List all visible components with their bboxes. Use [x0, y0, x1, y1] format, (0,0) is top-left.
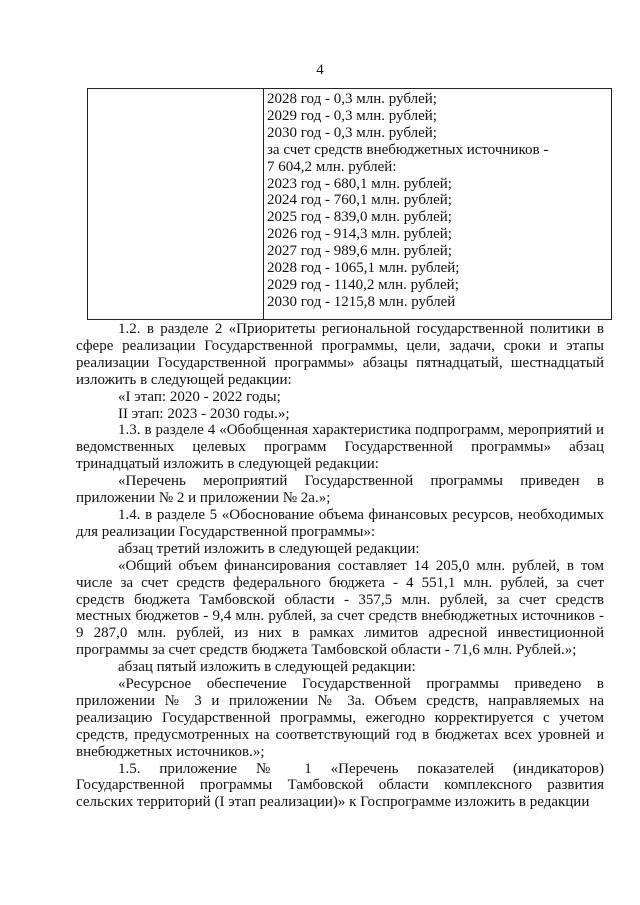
- table-line: 7 604,2 млн. рублей:: [267, 158, 397, 175]
- table-line: 2025 год - 839,0 млн. рублей;: [267, 209, 452, 226]
- paragraph-fifth-abzac: абзац пятый изложить в следующей редакции:: [118, 659, 416, 676]
- paragraph-stage-2: II этап: 2023 - 2030 годы.»;: [118, 405, 290, 422]
- paragraph-resource-support: «Ресурсное обеспечение Государственной программы приведено в приложении № 3 и приложении № 3а. Объем средств, направляемых на реализацию Государственной программы, ежегодно корректируется с учетом средств, предусмотренных на соответствующий год в бюджетах всех уровней и внебюджетных источников.»;: [76, 676, 604, 760]
- table-line: 2024 год - 760,1 млн. рублей;: [267, 192, 452, 209]
- financing-table: [87, 88, 612, 320]
- table-line: 2030 год - 0,3 млн. рублей;: [267, 124, 437, 141]
- paragraph-1-2: 1.2. в разделе 2 «Приоритеты региональной государственной политики в сфере реализации Государственной программы, цели, задачи, сроки и этапы реализации Государственной программы» абзацы пятнадцатый, шестнадцатый изложить в следующей редакции:: [76, 321, 604, 388]
- table-left-cell: [88, 89, 264, 319]
- paragraph-1-4: 1.4. в разделе 5 «Обоснование объема финансовых ресурсов, необходимых для реализации Государственной программы»:: [76, 506, 604, 540]
- table-line: за счет средств внебюджетных источников -: [267, 141, 549, 158]
- paragraph-list-measures: «Перечень мероприятий Государственной программы приведен в приложении № 2 и приложении № 2а.»;: [76, 473, 604, 507]
- table-line: 2028 год - 0,3 млн. рублей;: [267, 91, 437, 107]
- table-line: 2030 год - 1215,8 млн. рублей: [267, 293, 456, 310]
- paragraph-third-abzac: абзац третий изложить в следующей редакции:: [118, 540, 420, 557]
- table-line: 2023 год - 680,1 млн. рублей;: [267, 175, 452, 192]
- table-line: 2029 год - 0,3 млн. рублей;: [267, 107, 437, 124]
- paragraph-1-5: 1.5. приложение № 1 «Перечень показателей (индикаторов) Государственной программы Тамбовской области комплексного развития сельских территорий (I этап реализации)» к Госпрограмме изложить в редакции: [76, 760, 604, 811]
- table-line: 2029 год - 1140,2 млн. рублей;: [267, 276, 459, 293]
- paragraph-total-financing: «Общий объем финансирования составляет 14 205,0 млн. рублей, в том числе за счет средств федерального бюджета - 4 551,1 млн. рублей, за счет средств бюджета Тамбовской области - 357,5 млн. рублей, за счет средств местных бюджетов - 9,4 млн. рублей, за счет средств внебюджетных источников - 9 287,0 млн. рублей, из них в рамках лимитов адресной инвестиционной программы за счет средств бюджета Тамбовской области - 71,6 млн. Рублей.»;: [76, 557, 604, 659]
- document-body: [76, 321, 604, 811]
- page-number: 4: [316, 62, 324, 78]
- table-line: 2026 год - 914,3 млн. рублей;: [267, 226, 452, 243]
- table-right-cell: [264, 89, 611, 319]
- table-line: 2028 год - 1065,1 млн. рублей;: [267, 260, 460, 277]
- paragraph-1-3: 1.3. в разделе 4 «Обобщенная характеристика подпрограмм, мероприятий и ведомственных целевых программ Государственной программы» абзац тринадцатый изложить в следующей редакции:: [76, 422, 604, 473]
- table-line: 2027 год - 989,6 млн. рублей;: [267, 243, 452, 260]
- paragraph-stage-1: «I этап: 2020 - 2022 годы;: [118, 388, 281, 405]
